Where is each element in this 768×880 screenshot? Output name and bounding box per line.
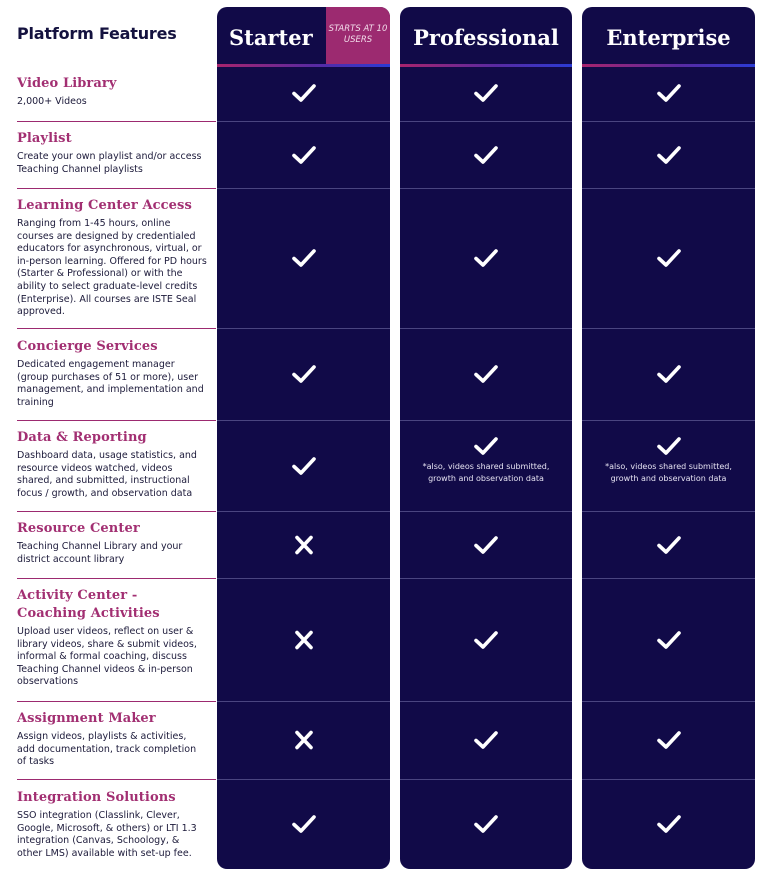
feature-label bbox=[17, 429, 207, 500]
feature-description: Dedicated engagement manager (group purchases of 51 or more), user management, and implementation and training bbox=[17, 359, 204, 408]
check-icon bbox=[291, 144, 317, 166]
cell-divider bbox=[582, 328, 755, 329]
check-icon bbox=[656, 435, 682, 457]
check-icon bbox=[291, 363, 317, 385]
feature-name: Playlist bbox=[17, 131, 72, 146]
header-accent-bar bbox=[217, 64, 390, 67]
feature-description: Teaching Channel Library and your district account library bbox=[17, 541, 183, 565]
header-accent-bar bbox=[582, 64, 755, 67]
feature-name: Video Library bbox=[17, 76, 117, 91]
cross-icon bbox=[291, 729, 317, 751]
cell-divider bbox=[582, 121, 755, 122]
plan-title-starter: Starter bbox=[229, 25, 313, 50]
feature-description: SSO integration (Classlink, Clever, Google, Microsoft, & others) or LTI 1.3 integration (Canvas, Schoology, & other LMS) available with set-up fee. bbox=[17, 810, 197, 859]
feature-name: Integration Solutions bbox=[17, 790, 176, 805]
cell-divider bbox=[400, 701, 572, 702]
check-icon bbox=[656, 144, 682, 166]
cell-divider bbox=[217, 511, 390, 512]
feature-description: Assign videos, playlists & activities, add documentation, track completion of tasks bbox=[17, 731, 197, 768]
feature-label bbox=[17, 587, 207, 689]
row-divider bbox=[17, 328, 216, 329]
row-divider bbox=[17, 121, 216, 122]
feature-label bbox=[17, 130, 207, 176]
check-icon bbox=[656, 82, 682, 104]
check-icon bbox=[473, 534, 499, 556]
feature-description: 2,000+ Videos bbox=[17, 96, 87, 107]
feature-name: Data & Reporting bbox=[17, 430, 147, 445]
cell-divider bbox=[400, 420, 572, 421]
feature-label bbox=[17, 520, 207, 566]
feature-name: Resource Center bbox=[17, 521, 140, 536]
check-icon bbox=[656, 247, 682, 269]
feature-label bbox=[17, 710, 207, 769]
check-icon bbox=[291, 247, 317, 269]
cross-icon bbox=[291, 629, 317, 651]
user-minimum-badge: STARTS AT 10 USERS bbox=[326, 7, 390, 64]
feature-description: Dashboard data, usage statistics, and resource videos watched, videos shared, and submitted, instructional focus / growth, and observation data bbox=[17, 450, 197, 499]
cell-divider bbox=[400, 578, 572, 579]
feature-description: Upload user videos, reflect on user & library videos, share & submit videos, informal & formal coaching, discuss Teaching Channel videos & in-person observations bbox=[17, 626, 197, 688]
check-icon bbox=[473, 629, 499, 651]
cross-icon bbox=[291, 534, 317, 556]
plan-title-professional: Professional bbox=[413, 25, 559, 50]
header-accent-bar bbox=[400, 64, 572, 67]
check-icon bbox=[473, 729, 499, 751]
feature-footnote: *also, videos shared submitted, growth and observation data bbox=[422, 462, 550, 483]
feature-label bbox=[17, 789, 207, 860]
cell-divider bbox=[582, 701, 755, 702]
feature-label bbox=[17, 75, 207, 109]
check-icon bbox=[473, 813, 499, 835]
row-divider bbox=[17, 511, 216, 512]
check-icon bbox=[291, 455, 317, 477]
row-divider bbox=[17, 420, 216, 421]
check-icon bbox=[473, 144, 499, 166]
check-icon bbox=[473, 435, 499, 457]
check-icon bbox=[656, 534, 682, 556]
cell-divider bbox=[400, 121, 572, 122]
feature-label bbox=[17, 197, 207, 319]
cell-divider bbox=[400, 328, 572, 329]
cell-divider bbox=[400, 779, 572, 780]
cell-divider bbox=[582, 420, 755, 421]
plan-header-enterprise bbox=[582, 7, 755, 67]
check-icon bbox=[473, 363, 499, 385]
row-divider bbox=[17, 188, 216, 189]
cell-divider bbox=[582, 188, 755, 189]
cell-divider bbox=[217, 328, 390, 329]
cell-divider bbox=[582, 578, 755, 579]
check-icon bbox=[656, 813, 682, 835]
feature-description: Create your own playlist and/or access Teaching Channel playlists bbox=[17, 151, 202, 175]
row-divider bbox=[17, 779, 216, 780]
check-icon bbox=[473, 247, 499, 269]
cell-divider bbox=[400, 188, 572, 189]
cell-divider bbox=[400, 511, 572, 512]
cell-divider bbox=[217, 420, 390, 421]
plan-title-enterprise: Enterprise bbox=[606, 25, 731, 50]
plan-header-starter bbox=[217, 7, 390, 67]
check-icon bbox=[656, 729, 682, 751]
check-icon bbox=[291, 82, 317, 104]
plan-header-professional bbox=[400, 7, 572, 67]
row-divider bbox=[17, 578, 216, 579]
cell-divider bbox=[217, 779, 390, 780]
page-title: Platform Features bbox=[17, 24, 177, 43]
feature-name: Assignment Maker bbox=[17, 711, 156, 726]
cell-divider bbox=[217, 121, 390, 122]
cell-divider bbox=[217, 188, 390, 189]
feature-description: Ranging from 1-45 hours, online courses are designed by credentialed educators for asynchronous, virtual, or in-person learning. Offered for PD hours (Starter & Professional) or with the ability to select graduate-level credits (Enterprise). All courses are ISTE Seal approved. bbox=[17, 218, 207, 318]
cell-divider bbox=[217, 578, 390, 579]
check-icon bbox=[656, 363, 682, 385]
feature-name: Learning Center Access bbox=[17, 198, 192, 213]
row-divider bbox=[17, 701, 216, 702]
feature-name: Activity Center - Coaching Activities bbox=[17, 588, 160, 621]
cell-divider bbox=[582, 511, 755, 512]
cell-divider bbox=[217, 701, 390, 702]
feature-footnote: *also, videos shared submitted, growth and observation data bbox=[605, 462, 732, 483]
cell-divider bbox=[582, 779, 755, 780]
feature-name: Concierge Services bbox=[17, 339, 158, 354]
feature-label bbox=[17, 338, 207, 409]
check-icon bbox=[656, 629, 682, 651]
check-icon bbox=[473, 82, 499, 104]
check-icon bbox=[291, 813, 317, 835]
